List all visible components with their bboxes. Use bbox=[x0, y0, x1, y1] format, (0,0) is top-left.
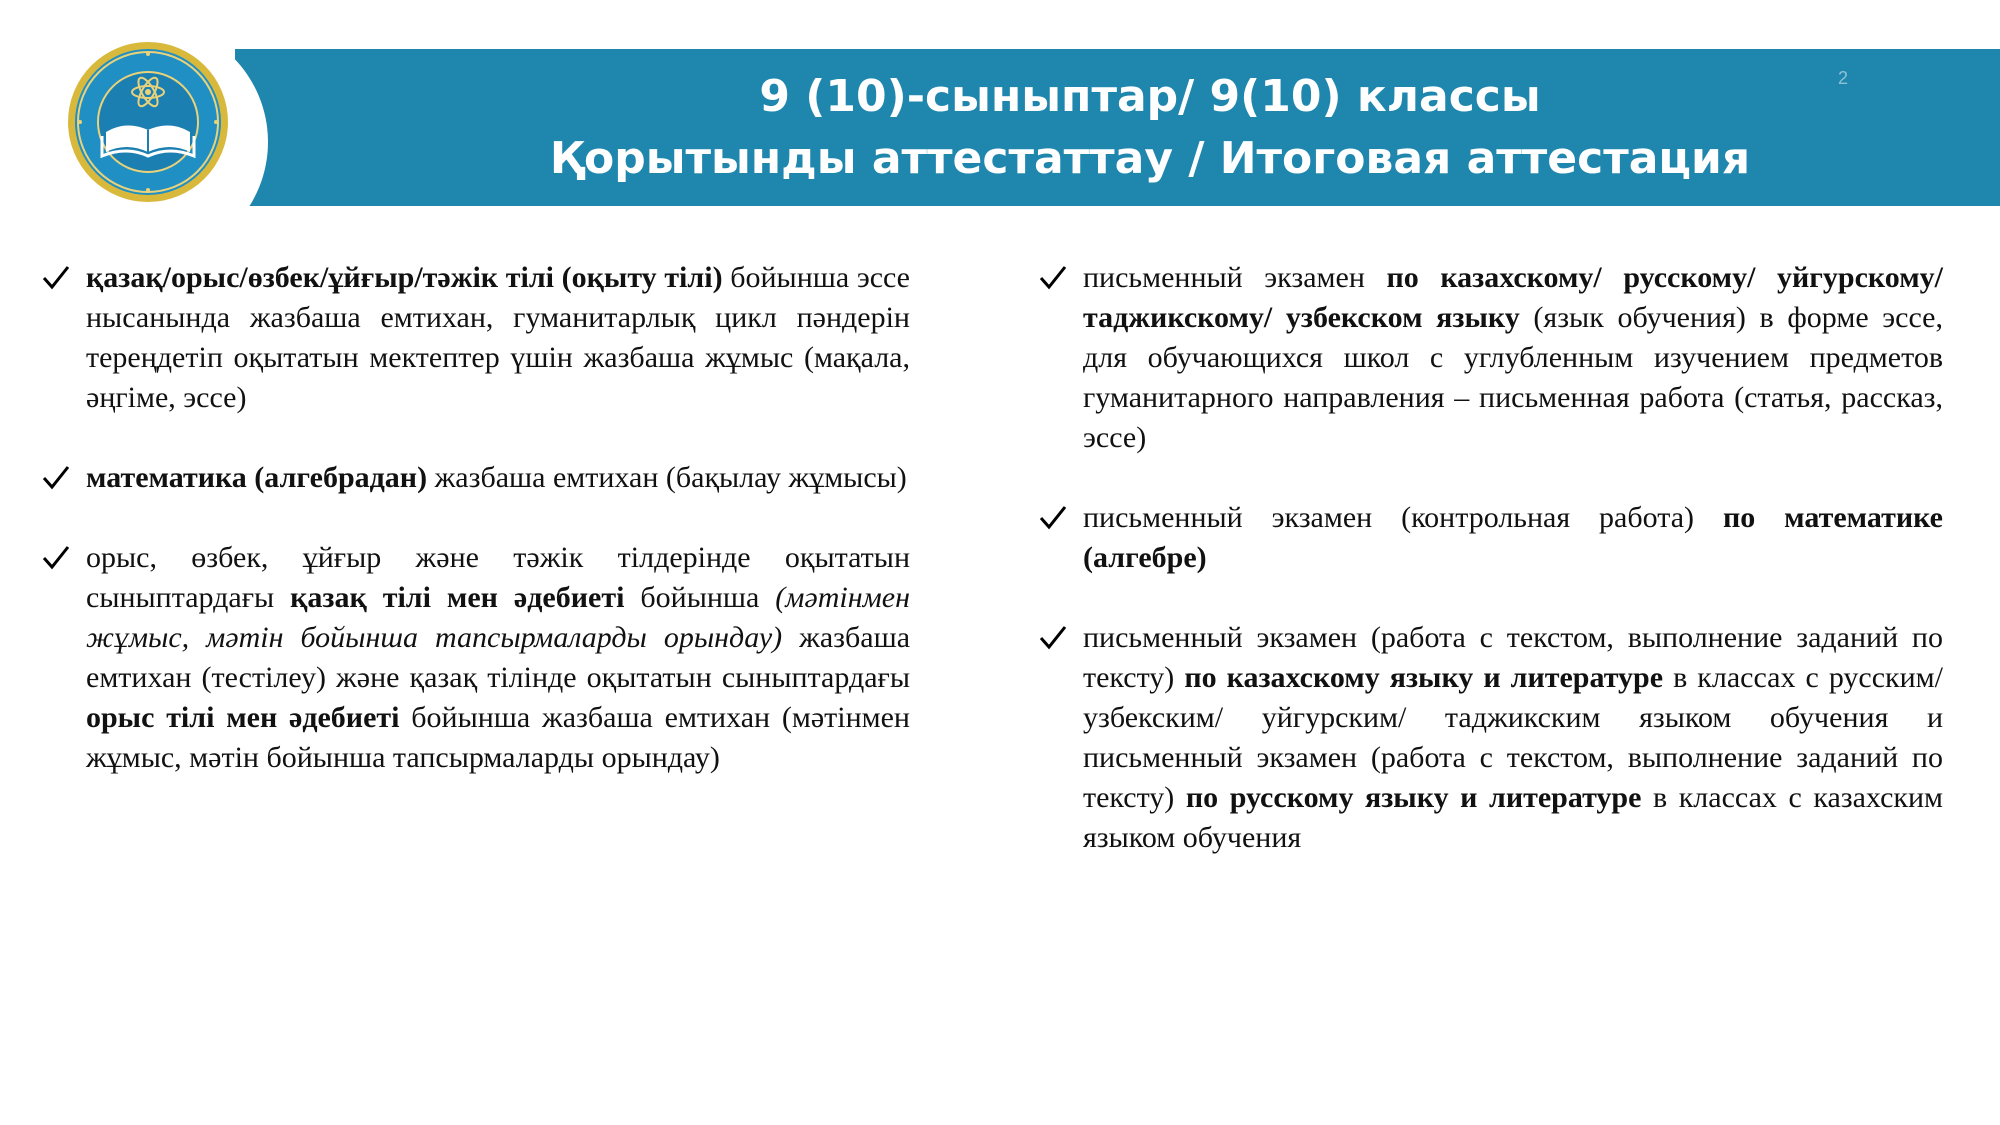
item-text: жазбаша емтихан (тестілеу) және қазақ тілінде оқытатын сыныптардағы bbox=[86, 621, 911, 694]
item-text: письменный экзамен (работа с текстом, выполнение заданий по тексту) bbox=[1083, 621, 1943, 694]
slide-title-line-1: 9 (10)-сыныптар/ 9(10) классы bbox=[759, 70, 1541, 122]
list-item bbox=[1083, 498, 1943, 578]
checkmark-icon bbox=[1035, 500, 1071, 536]
list-item bbox=[86, 258, 910, 418]
kazakh-column bbox=[86, 258, 910, 818]
list-item bbox=[1083, 258, 1943, 458]
checkmark-icon bbox=[38, 540, 74, 576]
subject-name: по казахскому/ русскому/ уйгурскому/ таджикскому/ узбекском языку bbox=[1083, 261, 1943, 334]
item-text: (язык обучения) в форме эссе, для обучающихся школ с углубленным изучением предметов гуманитарного направления – письменная работа (статья, рассказ, эссе) bbox=[1083, 301, 1943, 454]
subject-name: қазақ/орыс/өзбек/ұйғыр/тәжік тілі (оқыту тілі) bbox=[86, 261, 723, 294]
item-text: орыс, өзбек, ұйғыр және тәжік тілдерінде оқытатын сыныптардағы bbox=[86, 541, 910, 614]
checkmark-icon bbox=[38, 260, 74, 296]
page-number: 2 bbox=[1838, 68, 1849, 88]
checkmark-icon bbox=[1035, 260, 1071, 296]
subject-name: по казахскому языку и литературе bbox=[1184, 661, 1664, 694]
checkmark-icon bbox=[38, 460, 74, 496]
russian-column bbox=[1083, 258, 1943, 898]
slide-title bbox=[235, 49, 2000, 206]
subject-name: орыс тілі мен әдебиеті bbox=[86, 701, 400, 734]
item-text: в классах с русским/ узбекским/ уйгурским/ таджикским языком обучения и письменный экзамен (работа с текстом, выполнение заданий по тексту) bbox=[1083, 661, 1943, 814]
item-text: жазбаша емтихан (бақылау жұмысы) bbox=[427, 461, 907, 494]
subject-name: қазақ тілі мен әдебиеті bbox=[290, 581, 625, 614]
list-item bbox=[86, 538, 910, 778]
list-item bbox=[86, 458, 910, 498]
subject-name: по математике (алгебре) bbox=[1083, 501, 1943, 574]
item-text: бойынша жазбаша емтихан (мәтінмен жұмыс, мәтін бойынша тапсырмаларды орындау) bbox=[86, 701, 910, 774]
checkmark-icon bbox=[1035, 620, 1071, 656]
subject-name: математика (алгебрадан) bbox=[86, 461, 428, 494]
ministry-seal-icon bbox=[66, 40, 230, 204]
item-text: в классах с казахским языком обучения bbox=[1083, 781, 1944, 854]
item-text: бойынша bbox=[624, 581, 776, 614]
list-item bbox=[1083, 618, 1943, 858]
item-text: письменный экзамен (контрольная работа) bbox=[1083, 501, 1723, 534]
slide-title-line-2: Қорытынды аттестаттау / Итоговая аттестация bbox=[549, 132, 1751, 184]
item-note: (мәтінмен жұмыс, мәтін бойынша тапсырмаларды орындау) bbox=[86, 581, 910, 654]
item-text: бойынша эссе нысанында жазбаша емтихан, гуманитарлық цикл пәндерін тереңдетіп оқытатын мектептер үшін жазбаша жұмыс (мақала, әңгіме, эссе) bbox=[86, 261, 911, 414]
item-text: письменный экзамен bbox=[1083, 261, 1387, 294]
subject-name: по русскому языку и литературе bbox=[1185, 781, 1642, 814]
